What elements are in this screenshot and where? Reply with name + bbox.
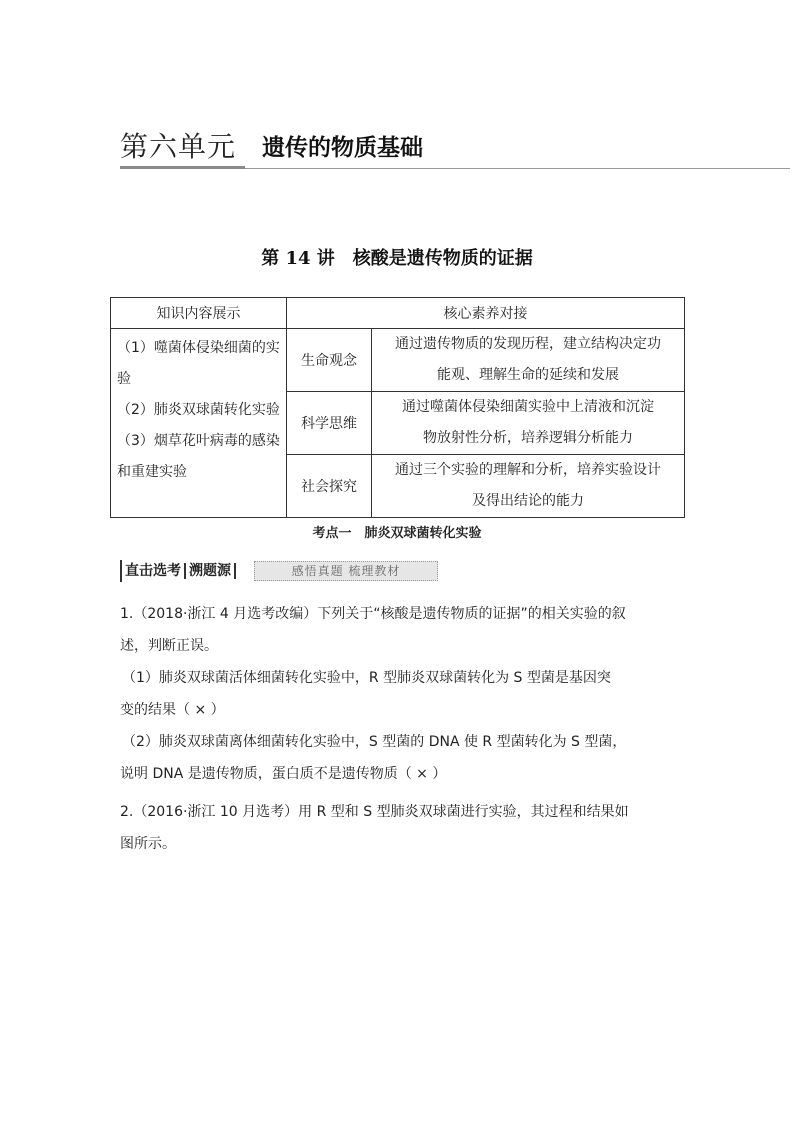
unit-label: 第六单元 (120, 130, 237, 163)
header-literacy: 核心素养对接 (287, 298, 685, 329)
question-1-sub-2: 说明 DNA 是遗传物质，蛋白质不是遗传物质（ × ） (120, 766, 447, 782)
unit-label-underline (120, 166, 245, 169)
literacy-description-line: 物放射性分析，培养逻辑分析能力 (423, 430, 633, 446)
literacy-description-line: 通过噬菌体侵染细菌实验中上清液和沉淀 (402, 399, 654, 415)
banner-part1: 直击选考 (125, 563, 181, 579)
question-2-line: 2.（2016·浙江 10 月选考）用 R 型和 S 型肺炎双球菌进行实验，其过程和结果如 (120, 804, 629, 820)
literacy-domain: 科学思维 (287, 392, 372, 455)
banner-subtitle: 感悟真题 梳理教材 (254, 561, 438, 581)
question-1-sub-1: 变的结果（ × ） (120, 702, 225, 718)
overview-table (110, 297, 685, 518)
banner-separator (184, 563, 186, 579)
literacy-description-line: 能观、理解生命的延续和发展 (437, 367, 619, 383)
question-1 (120, 598, 680, 790)
literacy-domain: 社会探究 (287, 455, 372, 518)
literacy-domain: 生命观念 (287, 329, 372, 392)
question-1-line: 1.（2018·浙江 4 月选考改编）下列关于“核酸是遗传物质的证据”的相关实验的叙 (120, 606, 626, 622)
header-knowledge: 知识内容展示 (111, 298, 287, 329)
question-1-sub-2: （2）肺炎双球菌离体细菌转化实验中，S 型菌的 DNA 使 R 型菌转化为 S 型菌， (122, 734, 627, 750)
table-row (111, 329, 685, 392)
literacy-description (372, 329, 685, 392)
overview-table-header-row (111, 298, 685, 329)
knowledge-item: （3）烟草花叶病毒的感染和重建实验 (117, 433, 280, 480)
unit-header (120, 130, 670, 172)
lecture-title: 第 14 讲 核酸是遗传物质的证据 (261, 248, 533, 269)
literacy-description (372, 455, 685, 518)
question-2 (120, 796, 680, 860)
literacy-description-line: 及得出结论的能力 (472, 493, 584, 509)
section-title: 考点一 肺炎双球菌转化实验 (312, 526, 482, 541)
knowledge-item: （1）噬菌体侵染细菌的实验 (117, 340, 280, 387)
knowledge-item: （2）肺炎双球菌转化实验 (117, 402, 280, 418)
banner-separator (234, 563, 236, 579)
literacy-description-line: 通过三个实验的理解和分析，培养实验设计 (395, 462, 661, 478)
question-1-sub-1: （1）肺炎双球菌活体细菌转化实验中，R 型肺炎双球菌转化为 S 型菌是基因突 (122, 670, 611, 686)
unit-header-rule (245, 168, 790, 169)
literacy-description-line: 通过遗传物质的发现历程，建立结构决定功 (395, 336, 661, 352)
question-2-line: 图所示。 (120, 836, 176, 852)
section-banner (120, 560, 438, 582)
literacy-description (372, 392, 685, 455)
banner-part2: 溯题源 (189, 563, 231, 579)
banner-main (120, 560, 239, 582)
question-1-line: 述，判断正误。 (120, 638, 218, 654)
knowledge-content-cell (111, 329, 287, 518)
unit-title: 遗传的物质基础 (262, 134, 423, 161)
